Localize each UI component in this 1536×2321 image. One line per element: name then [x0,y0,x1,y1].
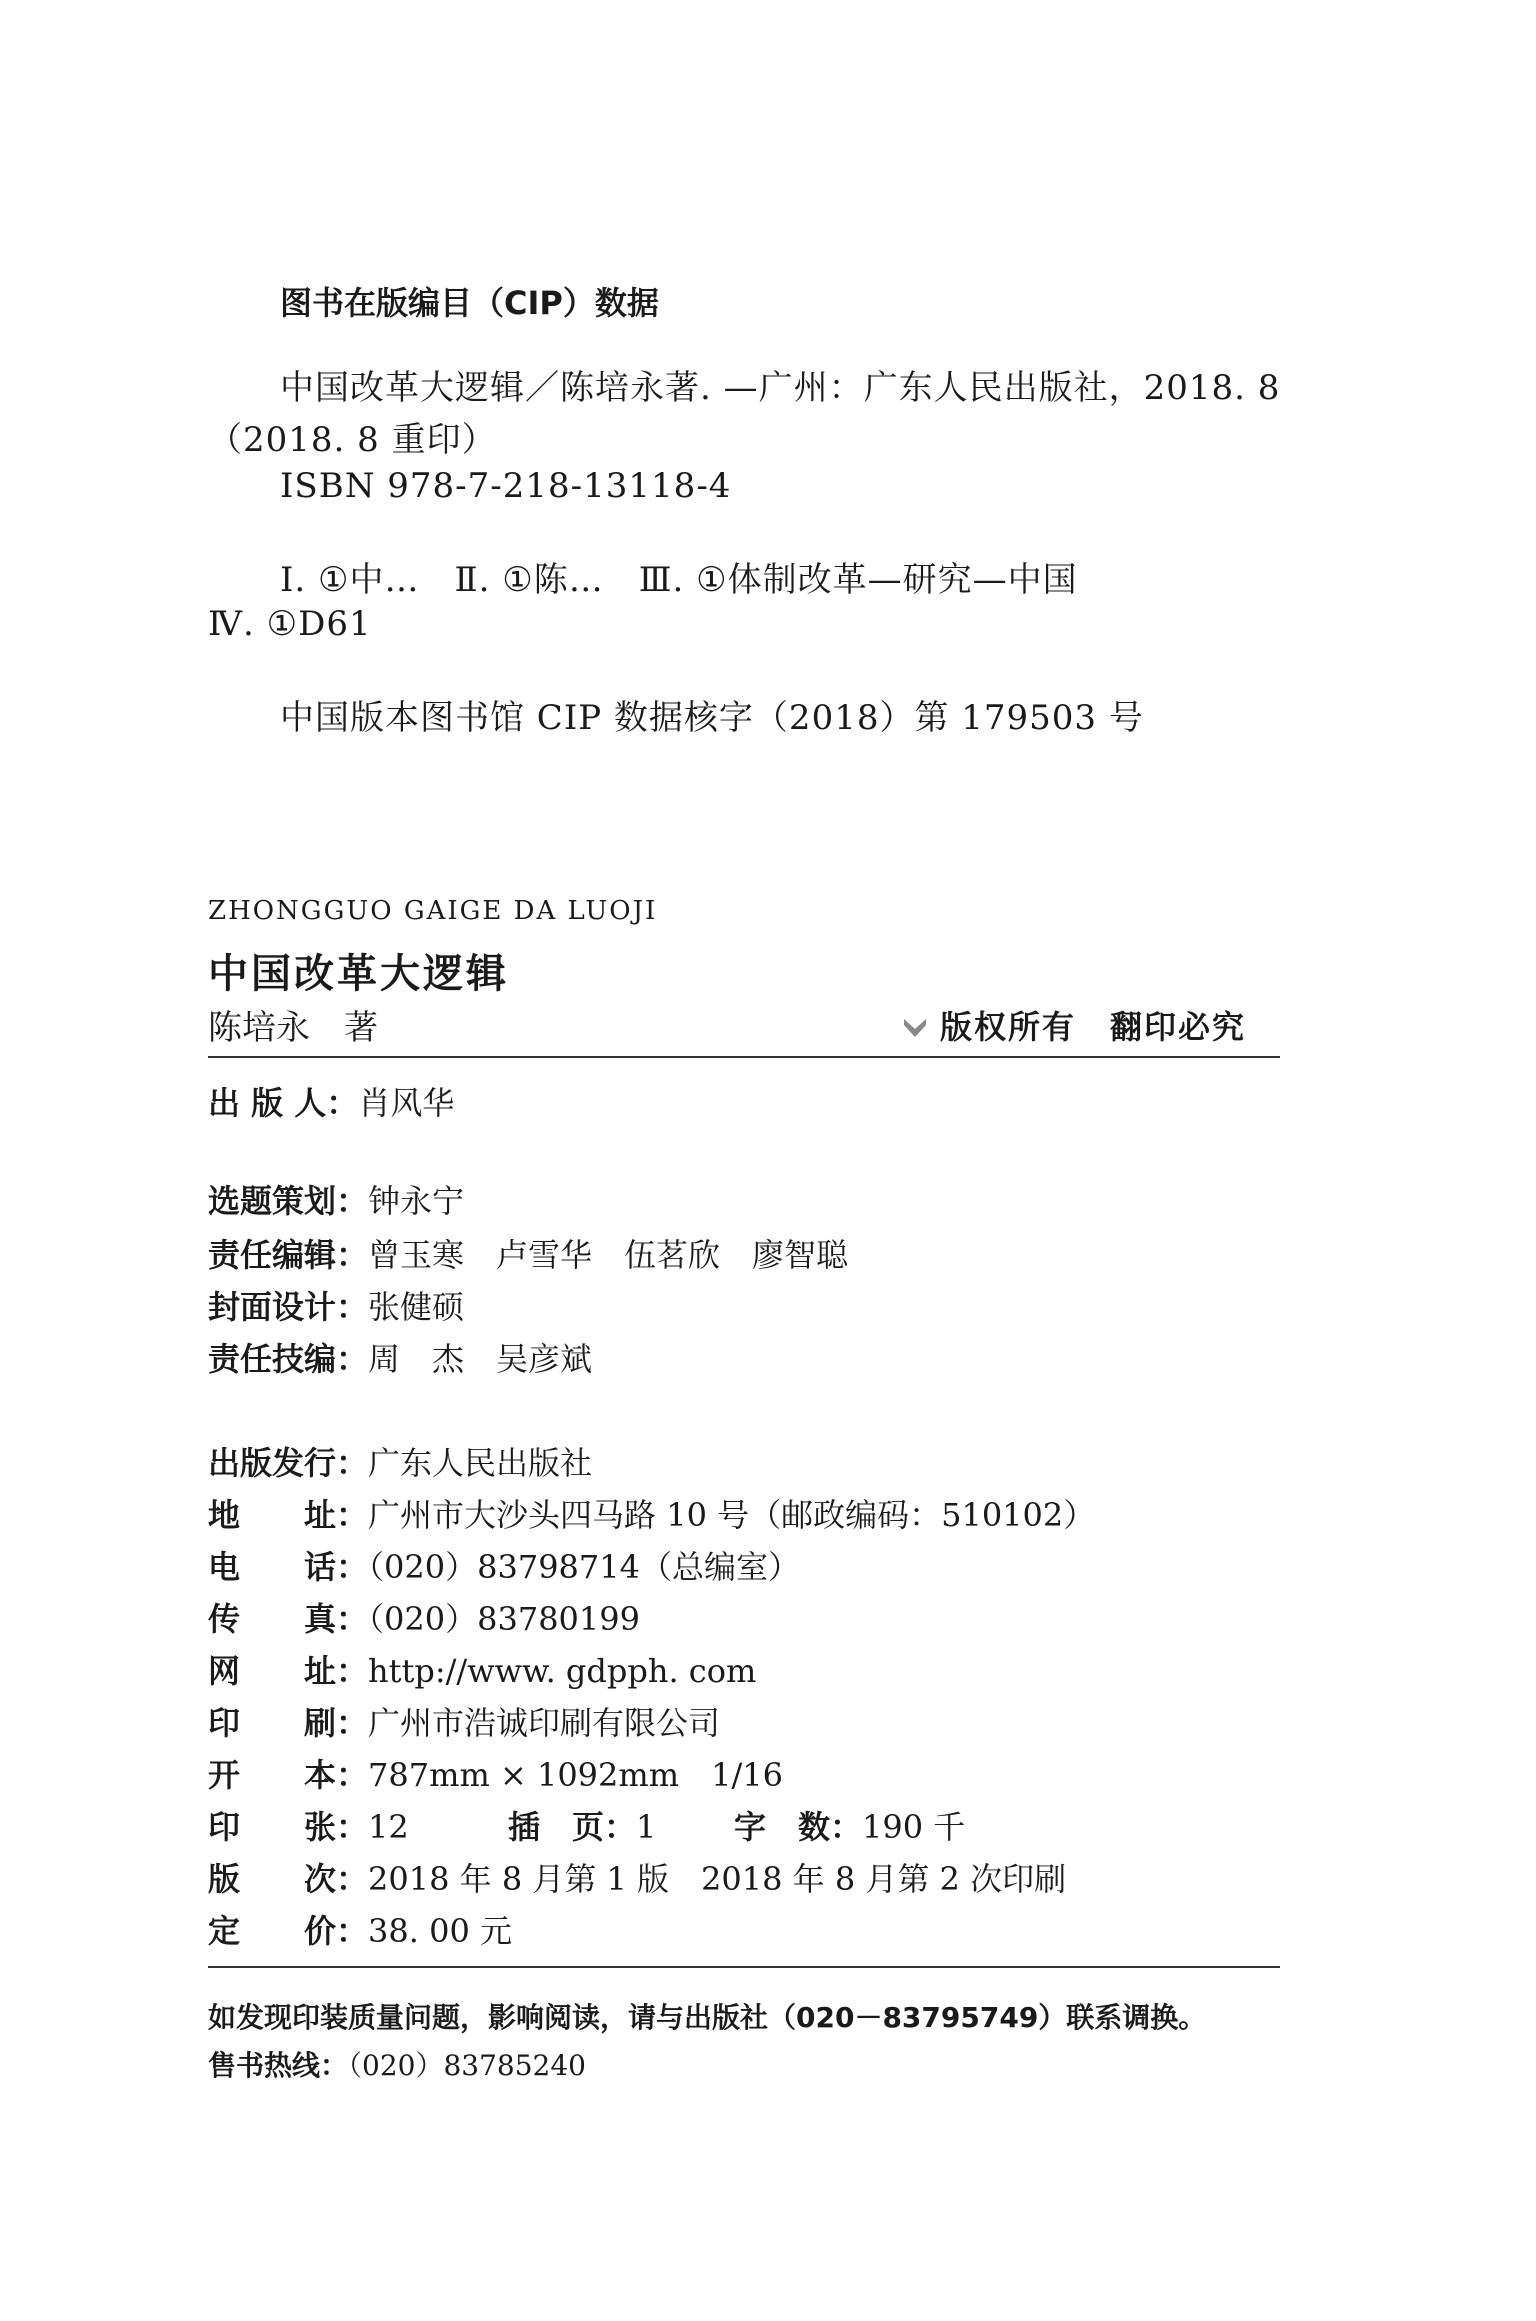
pub-label: 定 价 [208,1912,337,1950]
pub-value: 787mm × 1092mm 1/16 [368,1756,783,1794]
pub-label: 网 址 [208,1652,337,1690]
credit-value: 肖风华 [358,1084,455,1122]
cip-heading: 图书在版编目（CIP）数据 [280,284,659,322]
pub-sheets: 印 张：12 [208,1802,409,1842]
chevron-mark-icon [902,1015,928,1041]
credit-planner: 选题策划：钟永宁 [208,1176,464,1216]
cip-line2: （2018. 8 重印） [208,420,497,460]
pub-price: 定 价：38. 00 元 [208,1906,512,1946]
sales-hotline [208,2044,586,2084]
credit-value: 曾玉寒 卢雪华 伍茗欣 廖智聪 [368,1236,849,1274]
credit-editors: 责任编辑：曾玉寒 卢雪华 伍茗欣 廖智聪 [208,1230,848,1270]
credit-value: 周 杰 吴彦斌 [368,1340,593,1378]
pub-value: 1 [636,1808,657,1846]
pub-label: 印 张 [208,1808,337,1846]
cip-classification-1: Ⅰ. ①中… Ⅱ. ①陈… Ⅲ. ①体制改革—研究—中国 [280,560,1078,600]
credit-label: 选题策划 [208,1182,337,1220]
pub-word-count: 字 数：190 千 [734,1802,965,1842]
pub-label: 电 话 [208,1548,337,1586]
cip-classification-2: Ⅳ. ①D61 [208,604,372,644]
pub-label: 插 页 [508,1808,605,1846]
pub-label: 字 数 [734,1808,831,1846]
pub-label: 地 址 [208,1496,337,1534]
credit-label: 责任技编 [208,1340,337,1378]
pub-value: 2018 年 8 月第 1 版 2018 年 8 月第 2 次印刷 [368,1860,1067,1898]
pub-label: 出版发行 [208,1444,337,1482]
pub-value: （020）83798714（总编室） [368,1548,800,1586]
copyright-text: 版权所有 翻印必究 [940,1008,1247,1046]
divider-bottom [208,1966,1280,1968]
book-author: 陈培永 著 [208,1008,378,1048]
pub-fax: 传 真：（020）83780199 [208,1594,640,1634]
book-pinyin: ZHONGGUO GAIGE DA LUOJI [208,896,658,926]
cip-isbn: ISBN 978-7-218-13118-4 [280,466,732,506]
pub-phone: 电 话：（020）83798714（总编室） [208,1542,800,1582]
credit-publisher-person: 出 版 人：肖风华 [208,1078,454,1118]
credit-value: 张健硕 [368,1288,465,1326]
credit-tech-editor: 责任技编：周 杰 吴彦斌 [208,1334,592,1374]
pub-value: 190 千 [862,1808,966,1846]
pub-value: 广东人民出版社 [368,1444,593,1482]
credit-value: 钟永宁 [368,1182,465,1220]
pub-value: 广州市大沙头四马路 10 号（邮政编码：510102） [368,1496,1096,1534]
pub-label: 版 次 [208,1860,337,1898]
quality-notice: 如发现印装质量问题，影响阅读，请与出版社（020－83795749）联系调换。 [208,2001,1207,2034]
hotline-label: 售书热线： [208,2049,349,2082]
pub-value: 38. 00 元 [368,1912,512,1950]
pub-label: 印 刷 [208,1704,337,1742]
pub-label: 开 本 [208,1756,337,1794]
hotline-value: （020）83785240 [348,2049,586,2082]
pub-value: 12 [368,1808,409,1846]
credit-label: 责任编辑 [208,1236,337,1274]
pub-plates: 插 页：1 [508,1802,656,1842]
pub-website: 网 址：http://www. gdpph. com [208,1646,756,1686]
divider-top [208,1056,1280,1058]
credit-label: 出 版 人 [208,1084,327,1122]
pub-value: （020）83780199 [368,1600,640,1638]
pub-edition: 版 次：2018 年 8 月第 1 版 2018 年 8 月第 2 次印刷 [208,1854,1066,1894]
pub-value: http://www. gdpph. com [368,1652,757,1690]
pub-format: 开 本：787mm × 1092mm 1/16 [208,1750,783,1790]
pub-value: 广州市浩诚印刷有限公司 [368,1704,721,1742]
pub-printer: 印 刷：广州市浩诚印刷有限公司 [208,1698,720,1738]
credit-label: 封面设计 [208,1288,337,1326]
cip-record-number: 中国版本图书馆 CIP 数据核字（2018）第 179503 号 [280,698,1144,738]
pub-label: 传 真 [208,1600,337,1638]
pub-address: 地 址：广州市大沙头四马路 10 号（邮政编码：510102） [208,1490,1095,1530]
copyright-notice [902,1002,1246,1048]
pub-issuer: 出版发行：广东人民出版社 [208,1438,592,1478]
book-title: 中国改革大逻辑 [208,951,509,997]
credit-cover-design: 封面设计：张健硕 [208,1282,464,1322]
cip-line1: 中国改革大逻辑／陈培永著. —广州：广东人民出版社，2018. 8 [280,368,1281,408]
